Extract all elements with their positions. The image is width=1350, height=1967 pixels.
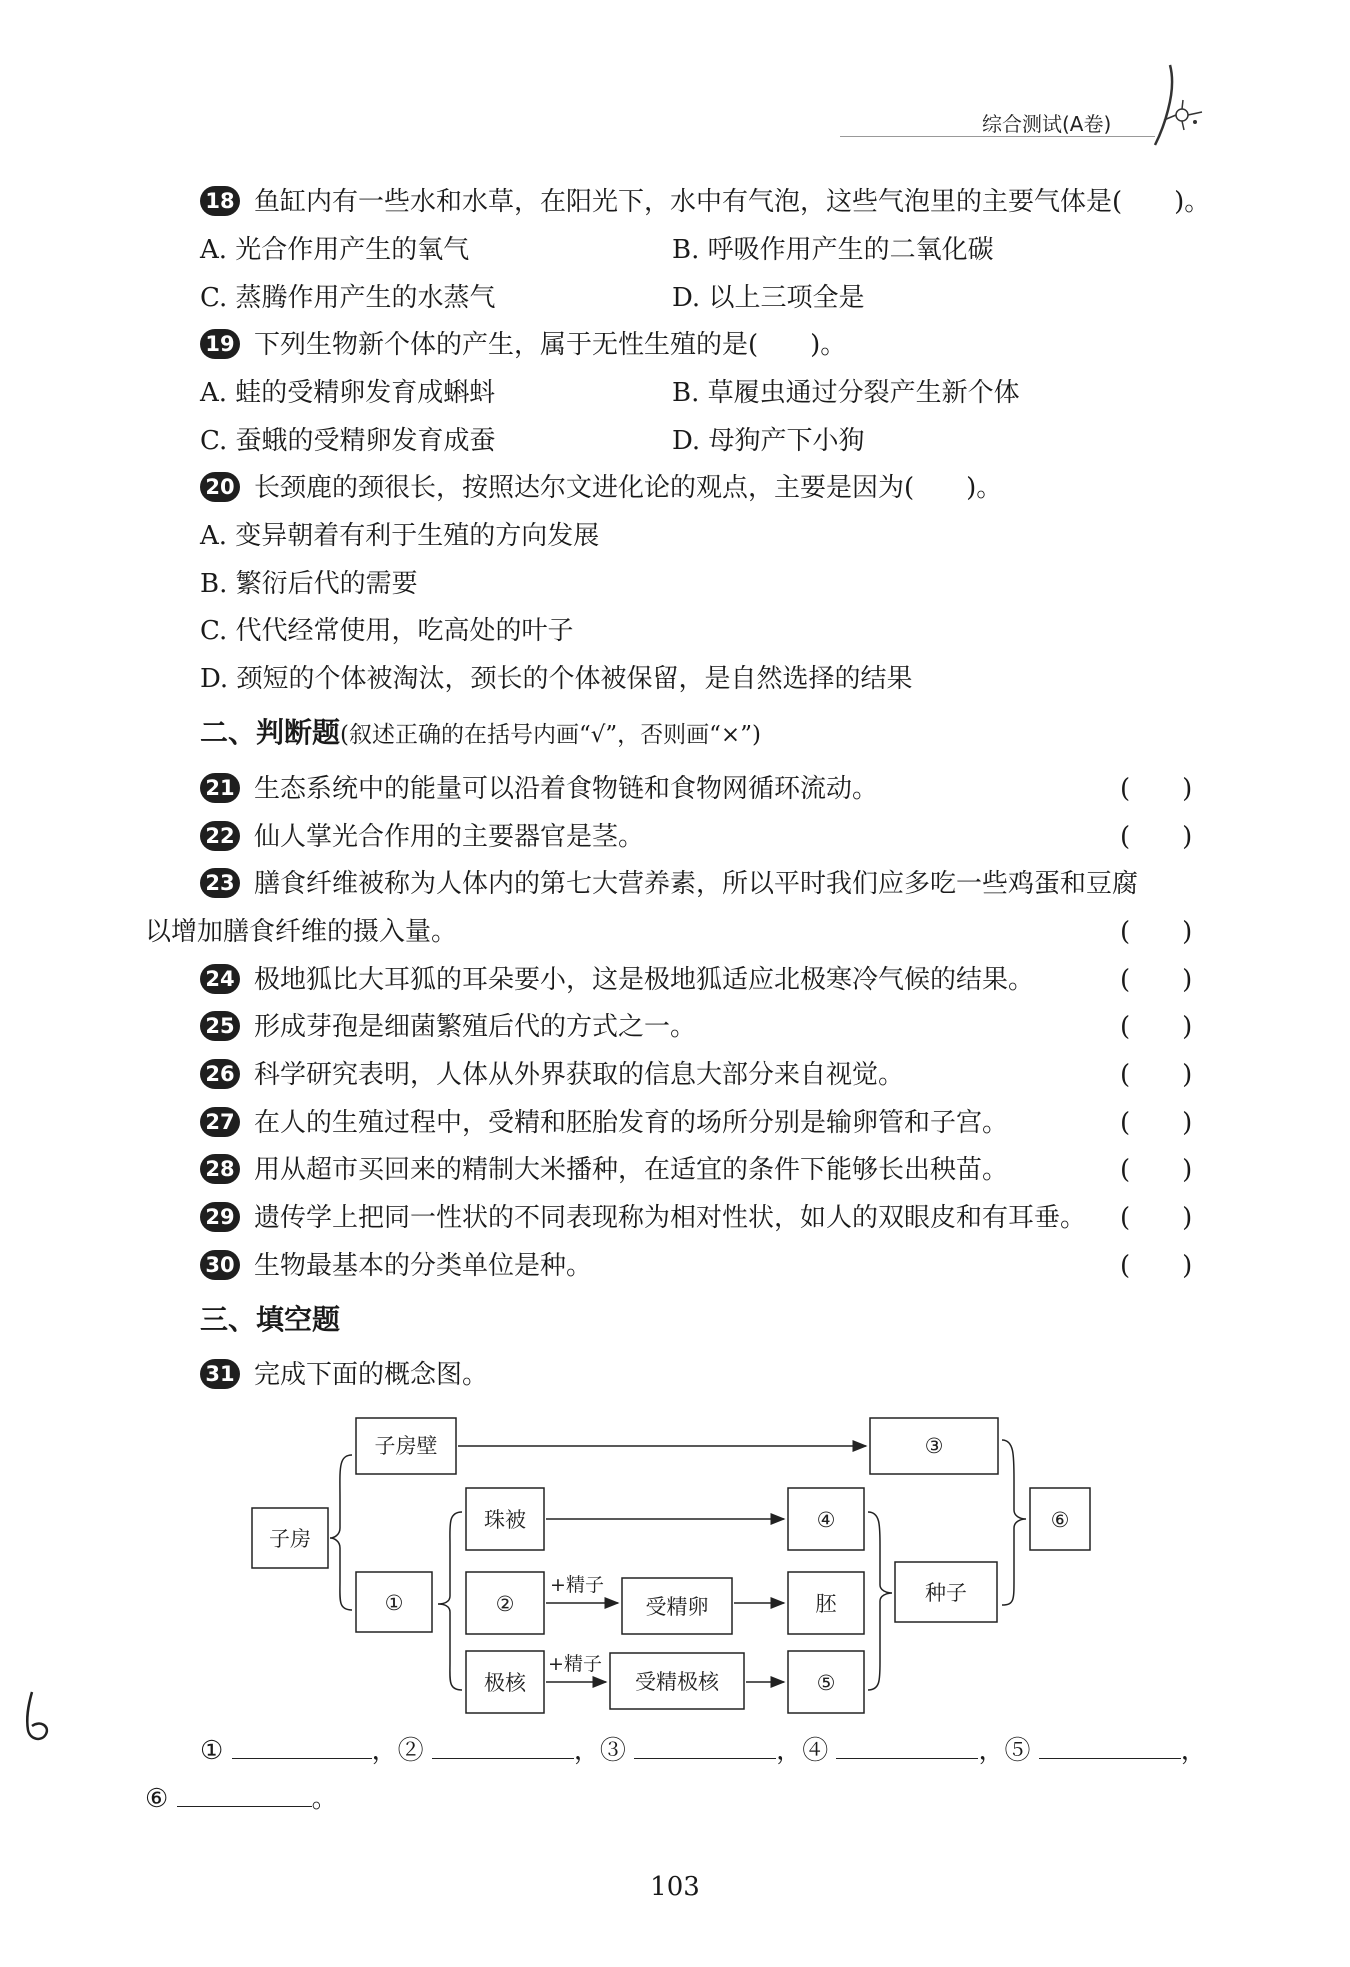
- answer-line-1: [200, 1732, 1207, 1768]
- label-zhongzi: 种子: [925, 1581, 967, 1605]
- option-d: D. 颈短的个体被淘汰，颈长的个体被保留，是自然选择的结果: [200, 664, 913, 694]
- answer-parentheses: ( ): [1120, 1251, 1193, 1281]
- question-text: 膳食纤维被称为人体内的第七大营养素，所以平时我们应多吃一些鸡蛋和豆腐: [254, 869, 1139, 899]
- question-text: 生物最基本的分类单位是种。: [254, 1251, 593, 1281]
- question-number-badge: 24: [200, 964, 240, 994]
- answer-parentheses: ( ): [1120, 1203, 1193, 1233]
- label-jingzi-2: +精子: [548, 1653, 602, 1675]
- question-number-badge: 19: [200, 329, 240, 359]
- separator: ，: [1180, 1736, 1207, 1766]
- question-number-badge: 29: [200, 1202, 240, 1232]
- answer-label-3: ③: [599, 1736, 626, 1766]
- answer-parentheses: ( ): [1120, 774, 1193, 804]
- label-blank-5: ⑤: [816, 1671, 836, 1695]
- label-zhubei: 珠被: [484, 1508, 526, 1532]
- option-b: B. 呼吸作用产生的二氧化碳: [672, 235, 994, 265]
- label-shoujingjihe: 受精极核: [635, 1670, 719, 1694]
- question-number-badge: 27: [200, 1107, 240, 1137]
- question-stem: 鱼缸内有一些水和水草，在阳光下，水中有气泡，这些气泡里的主要气体是( )。: [254, 187, 1211, 217]
- section-note: (叙述正确的在括号内画“√”，否则画“×”): [340, 722, 761, 748]
- question-number-badge: 30: [200, 1250, 240, 1280]
- period: 。: [311, 1784, 338, 1814]
- section-title: 二、判断题: [200, 716, 341, 749]
- question-number-badge: 20: [200, 472, 240, 502]
- question-stem: 长颈鹿的颈很长，按照达尔文进化论的观点，主要是因为( )。: [254, 473, 1003, 503]
- label-jingzi-1: +精子: [550, 1574, 604, 1596]
- question-text: 用从超市买回来的精制大米播种，在适宜的条件下能够长出秧苗。: [254, 1155, 1009, 1185]
- question-text: 科学研究表明，人体从外界获取的信息大部分来自视觉。: [254, 1060, 905, 1090]
- handwritten-mark-icon: [20, 1688, 70, 1748]
- question-number-badge: 22: [200, 821, 240, 851]
- label-blank-6: ⑥: [1050, 1508, 1070, 1532]
- separator: ，: [978, 1736, 1005, 1766]
- label-shoujingluan: 受精卵: [645, 1595, 709, 1619]
- option-b: B. 草履虫通过分裂产生新个体: [672, 378, 1020, 408]
- question-text: 在人的生殖过程中，受精和胚胎发育的场所分别是输卵管和子宫。: [254, 1108, 1009, 1138]
- label-zifangbi: 子房壁: [374, 1434, 438, 1458]
- answer-parentheses: ( ): [1120, 917, 1193, 947]
- brace-left-2: [438, 1512, 462, 1690]
- answer-blank-5[interactable]: [1039, 1732, 1181, 1759]
- question-text: 遗传学上把同一性状的不同表现称为相对性状，如人的双眼皮和有耳垂。: [254, 1203, 1087, 1233]
- answer-blank-4[interactable]: [836, 1732, 978, 1759]
- question-text: 生态系统中的能量可以沿着食物链和食物网循环流动。: [254, 774, 879, 804]
- question-stem: 下列生物新个体的产生，属于无性生殖的是( )。: [254, 330, 847, 360]
- header-title: 综合测试(A卷): [982, 112, 1112, 136]
- question-23-continued: 以增加膳食纤维的摄入量。: [145, 917, 458, 947]
- answer-label-5: ⑤: [1004, 1736, 1031, 1766]
- answer-parentheses: ( ): [1120, 1012, 1193, 1042]
- question-number-badge: 28: [200, 1154, 240, 1184]
- option-a: A. 光合作用产生的氧气: [200, 235, 470, 265]
- brace-right-1: [868, 1512, 892, 1690]
- question-number-badge: 25: [200, 1011, 240, 1041]
- option-d: D. 母狗产下小狗: [672, 426, 865, 456]
- option-a: A. 蛙的受精卵发育成蝌蚪: [200, 378, 496, 408]
- separator: ，: [776, 1736, 803, 1766]
- option-d: D. 以上三项全是: [672, 283, 865, 313]
- option-a: A. 变异朝着有利于生殖的方向发展: [200, 521, 600, 551]
- separator: ，: [371, 1736, 398, 1766]
- answer-parentheses: ( ): [1120, 1155, 1193, 1185]
- label-blank-2: ②: [495, 1592, 515, 1616]
- question-number-badge: 26: [200, 1059, 240, 1089]
- question-number-badge: 23: [200, 868, 240, 898]
- answer-parentheses: ( ): [1120, 1108, 1193, 1138]
- page-number: 103: [650, 1872, 700, 1902]
- brace-right-2: [1002, 1440, 1026, 1605]
- question-text: 形成芽孢是细菌繁殖后代的方式之一。: [254, 1012, 697, 1042]
- question-number-badge: 31: [200, 1359, 240, 1389]
- label-blank-1: ①: [384, 1591, 404, 1615]
- question-text: 完成下面的概念图。: [254, 1360, 489, 1390]
- option-b: B. 繁衍后代的需要: [200, 569, 418, 599]
- option-c: C. 蚕蛾的受精卵发育成蚕: [200, 426, 496, 456]
- answer-label-6: ⑥: [145, 1784, 169, 1814]
- answer-parentheses: ( ): [1120, 822, 1193, 852]
- label-blank-4: ④: [816, 1508, 836, 1532]
- answer-blank-6[interactable]: [177, 1780, 312, 1807]
- label-blank-3: ③: [924, 1434, 944, 1458]
- answer-parentheses: ( ): [1120, 965, 1193, 995]
- option-c: C. 代代经常使用，吃高处的叶子: [200, 616, 574, 646]
- separator: ，: [573, 1736, 600, 1766]
- answer-blank-3[interactable]: [634, 1732, 776, 1759]
- answer-label-2: ②: [397, 1736, 424, 1766]
- answer-label-4: ④: [802, 1736, 829, 1766]
- question-text: 极地狐比大耳狐的耳朵要小，这是极地狐适应北极寒冷气候的结果。: [254, 965, 1035, 995]
- answer-blank-1[interactable]: [232, 1732, 372, 1759]
- label-zifang: 子房: [269, 1527, 311, 1551]
- answer-blank-2[interactable]: [432, 1732, 574, 1759]
- label-jihe: 极核: [484, 1671, 526, 1695]
- question-number-badge: 18: [200, 186, 240, 216]
- answer-parentheses: ( ): [1120, 1060, 1193, 1090]
- question-text: 仙人掌光合作用的主要器官是茎。: [254, 822, 645, 852]
- answer-line-2: [145, 1780, 338, 1816]
- section-3-heading: 三、填空题: [200, 1303, 341, 1336]
- option-c: C. 蒸腾作用产生的水蒸气: [200, 283, 496, 313]
- answer-label-1: ①: [200, 1736, 224, 1766]
- brace-left-1: [330, 1455, 352, 1610]
- question-number-badge: 21: [200, 773, 240, 803]
- label-pei: 胚: [815, 1592, 837, 1616]
